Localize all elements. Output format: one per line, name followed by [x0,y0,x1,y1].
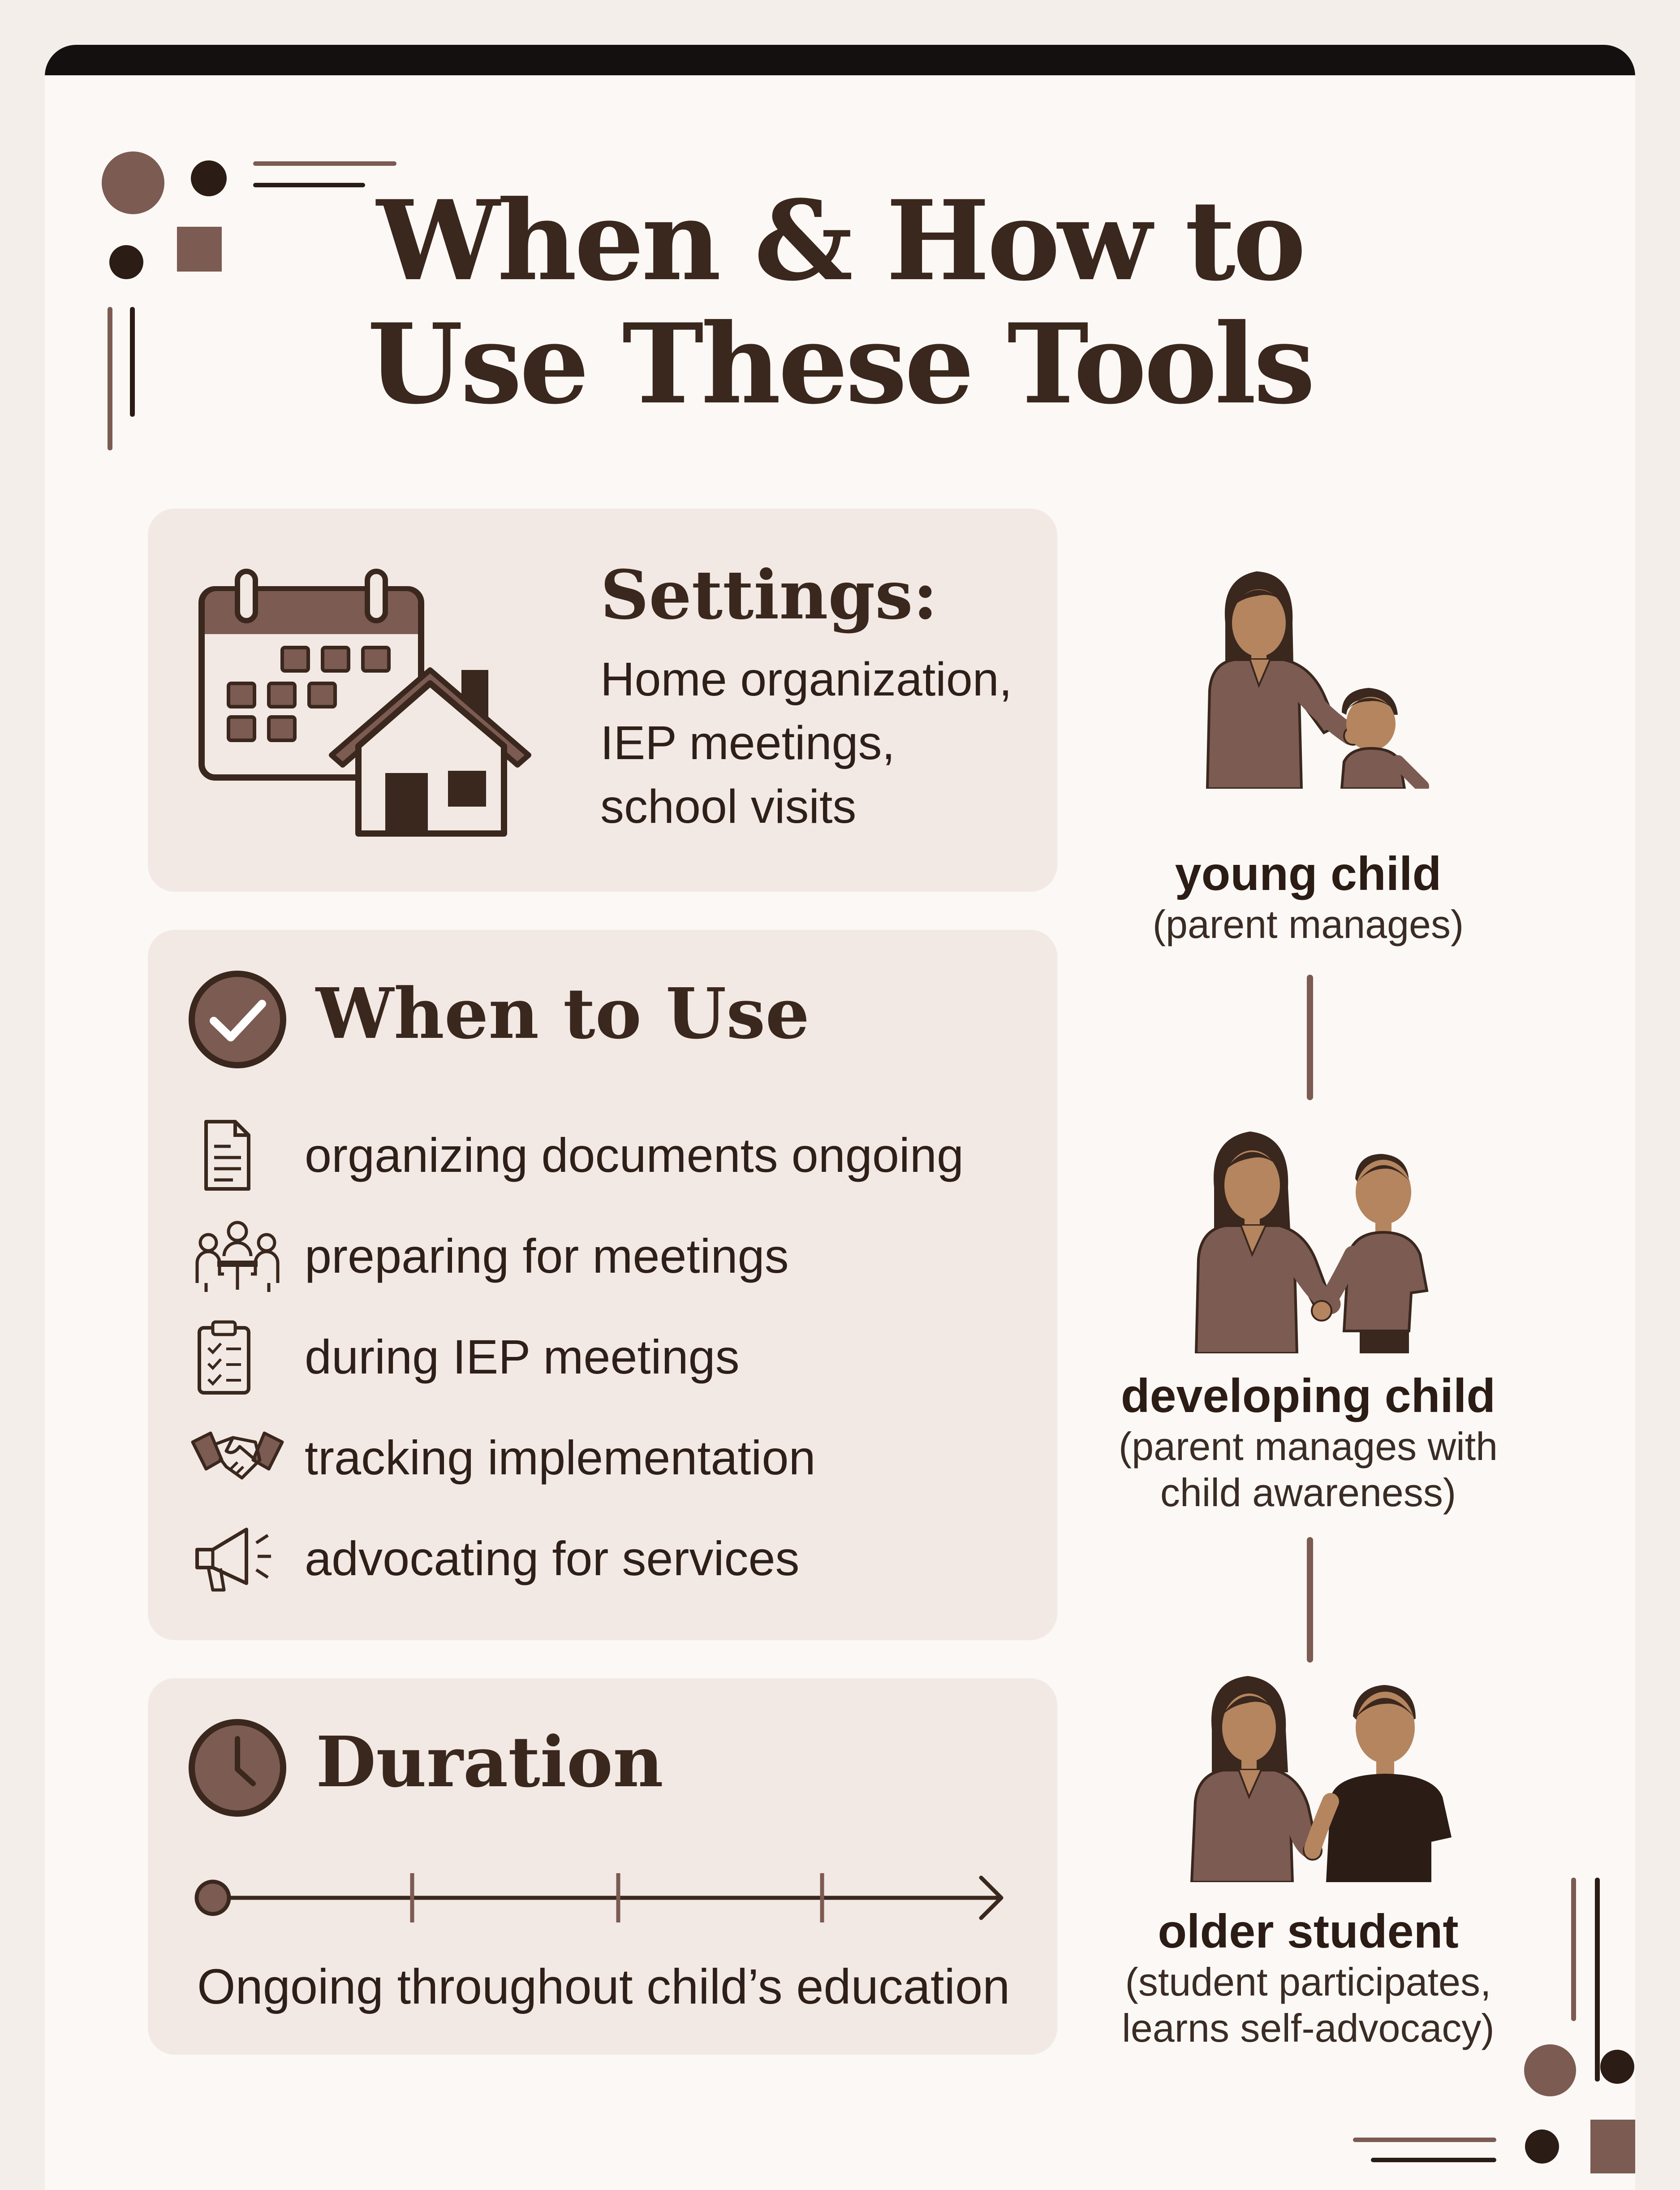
stage-note: learns self-advocacy) [1122,2006,1495,2050]
list-item-label: during IEP meetings [305,1330,740,1384]
duration-card [148,1678,1057,2055]
list-item [188,1105,964,1205]
list-item [188,1306,964,1407]
calendar-house-icon [197,558,547,845]
when-to-use-list [188,1105,964,1609]
page-title [45,176,1635,428]
list-item [188,1205,964,1306]
stage-name: young child [1175,847,1442,900]
meeting-icon [188,1216,287,1296]
stage-connector [1307,1537,1313,1663]
list-item [188,1508,964,1609]
title-line-2: Use These Tools [367,299,1313,428]
check-circle-icon [186,968,289,1071]
stage-developing-child [1107,1369,1510,1516]
parent-young-child-icon [1189,556,1440,789]
list-item-label: tracking implementation [305,1430,816,1485]
stage-name: older student [1158,1905,1459,1958]
parent-developing-child-icon [1183,1120,1452,1353]
duration-heading: Duration [316,1721,663,1803]
stage-young-child [1107,847,1510,947]
list-item-label: advocating for services [305,1531,800,1585]
top-bar [45,45,1635,75]
stage-note: (parent manages with [1118,1424,1498,1469]
settings-heading: Settings: [600,556,938,635]
stage-note: (parent manages) [1152,902,1464,946]
settings-line: IEP meetings, [600,717,895,769]
stage-note: child awareness) [1160,1470,1456,1515]
duration-text: Ongoing throughout child’s education [197,1959,1010,2014]
stage-note: (student participates, [1125,1960,1491,2004]
settings-list [600,648,1012,838]
settings-card [148,509,1057,892]
list-item-label: organizing documents ongoing [305,1128,964,1182]
when-to-use-heading: When to Use [316,972,810,1054]
infographic-page [45,45,1635,2190]
stage-connector [1307,975,1313,1100]
timeline-arrow [188,1862,1017,1934]
settings-line: school visits [600,780,857,833]
list-item [188,1407,964,1508]
document-icon [188,1115,255,1196]
settings-line: Home organization, [600,653,1012,706]
megaphone-icon [188,1518,287,1599]
stage-older-student [1107,1905,1510,2051]
list-item-label: preparing for meetings [305,1229,789,1283]
stage-name: developing child [1120,1369,1496,1422]
title-line-1: When & How to [376,176,1304,305]
when-to-use-card [148,930,1057,1640]
clock-icon [186,1716,289,1819]
parent-older-student-icon [1178,1667,1456,1882]
handshake-icon [188,1417,287,1498]
clipboard-checklist-icon [188,1317,255,1397]
